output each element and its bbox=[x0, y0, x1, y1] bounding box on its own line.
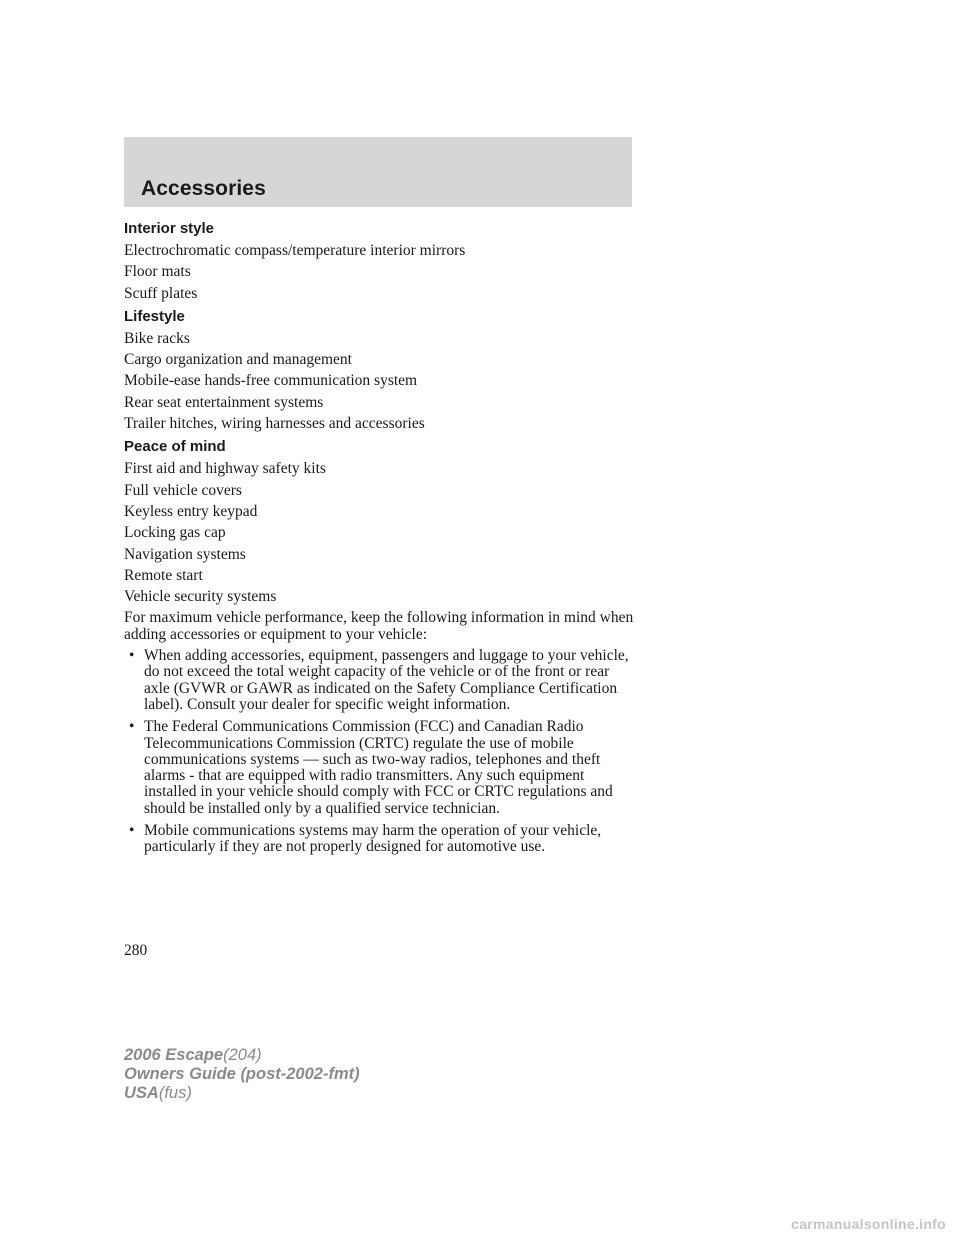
list-item: Keyless entry keypad bbox=[124, 502, 258, 520]
footer-line-3 bbox=[124, 1084, 360, 1103]
bullet-item bbox=[124, 719, 634, 817]
section-heading: Lifestyle bbox=[124, 307, 185, 325]
list-item: Bike racks bbox=[124, 329, 190, 347]
list-item: Trailer hitches, wiring harnesses and accessories bbox=[124, 415, 425, 433]
section-heading: Interior style bbox=[124, 220, 215, 237]
list-item: Mobile-ease hands-free communication system bbox=[124, 372, 418, 390]
list-item: Scuff plates bbox=[124, 284, 198, 302]
bullet-text: Mobile communications systems may harm the operation of your vehicle, particularly if they are not properly designed for automotive use. bbox=[144, 822, 602, 856]
document-footer bbox=[124, 1046, 360, 1103]
list-item: Floor mats bbox=[124, 263, 191, 281]
footer-line-1 bbox=[124, 1046, 360, 1065]
list-item: Locking gas cap bbox=[124, 524, 226, 542]
list-item: Full vehicle covers bbox=[124, 481, 242, 499]
section-header bbox=[124, 137, 632, 207]
footer-market: USA bbox=[124, 1084, 159, 1102]
footer-model: 2006 Escape bbox=[124, 1046, 224, 1064]
bullet-item bbox=[124, 823, 634, 856]
list-item: Navigation systems bbox=[124, 545, 246, 563]
list-item: Remote start bbox=[124, 566, 203, 584]
section-lifestyle bbox=[124, 308, 634, 432]
list-item: Cargo organization and management bbox=[124, 351, 352, 369]
bullet-icon: • bbox=[129, 718, 135, 736]
bullet-icon: • bbox=[129, 647, 135, 665]
list-item: Electrochromatic compass/temperature interior mirrors bbox=[124, 242, 466, 259]
bullet-text: The Federal Communications Commission (FCC) and Canadian Radio Telecommunications Commission (CRTC) regulate the use of mobile communications systems — such as two-way radios, telephones and theft alarms - that are equipped with radio transmitters. Any such equipment installed in your vehicle should comply with FCC or CRTC regulations and should be installed only by a qualified service technician. bbox=[144, 718, 613, 817]
footer-market-code: (fus) bbox=[158, 1084, 192, 1102]
page-content bbox=[124, 220, 634, 862]
footer-model-code: (204) bbox=[223, 1046, 262, 1064]
bullet-text: When adding accessories, equipment, passengers and luggage to your vehicle, do not exceed the total weight capacity of the vehicle or of the front or rear axle (GVWR or GAWR as indicated on the Safety Compliance Certification label). Consult your dealer for specific weight information. bbox=[144, 647, 629, 713]
list-item: Vehicle security systems bbox=[124, 588, 277, 606]
list-item: First aid and highway safety kits bbox=[124, 460, 326, 478]
section-interior-style bbox=[124, 220, 634, 302]
list-item: Rear seat entertainment systems bbox=[124, 393, 324, 411]
intro-paragraph: For maximum vehicle performance, keep the following information in mind when adding accessories or equipment to your vehicle: bbox=[124, 609, 634, 643]
section-heading: Peace of mind bbox=[124, 438, 226, 456]
bullet-icon: • bbox=[129, 822, 135, 840]
footer-line-2: Owners Guide (post-2002-fmt) bbox=[124, 1065, 360, 1083]
section-title: Accessories bbox=[141, 177, 266, 200]
bullet-list bbox=[124, 648, 634, 856]
bullet-item bbox=[124, 648, 634, 713]
section-peace-of-mind bbox=[124, 438, 634, 605]
watermark: carmanualsonline.info bbox=[791, 1216, 946, 1232]
page-number: 280 bbox=[124, 942, 148, 959]
